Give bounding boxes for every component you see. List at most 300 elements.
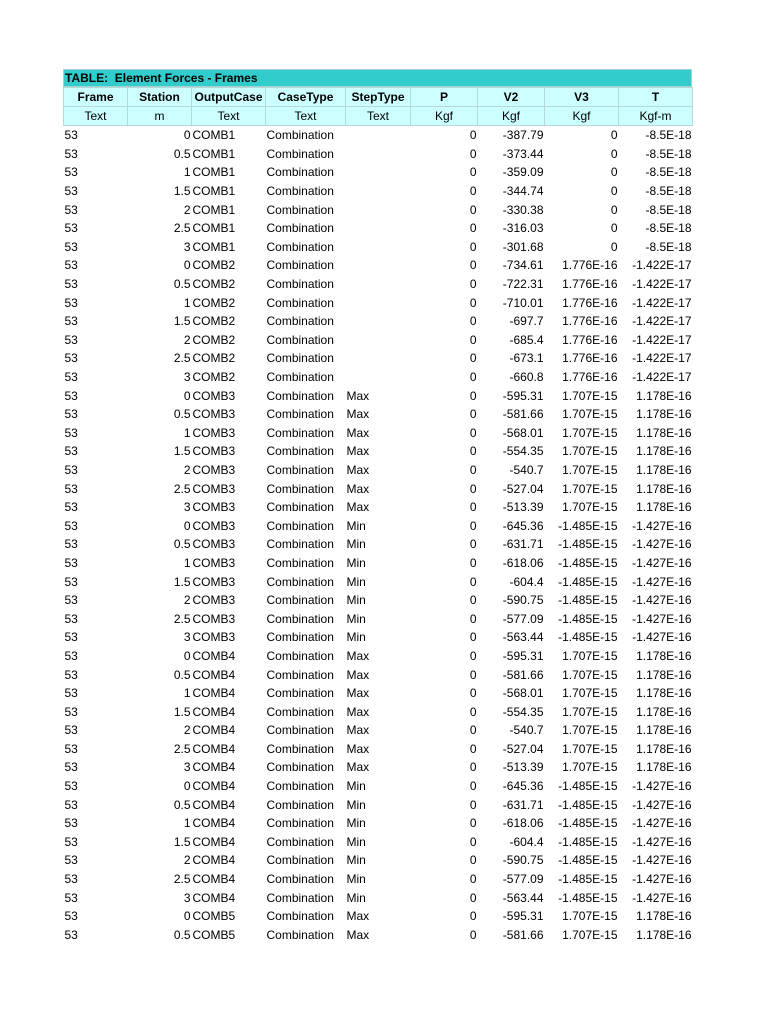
cell-frame[interactable]: 53	[64, 239, 78, 254]
cell-v3[interactable]: -1.485E-15	[558, 853, 618, 868]
cell-outputcase[interactable]: COMB1	[192, 165, 236, 180]
cell-steptype[interactable]	[346, 126, 411, 145]
unit-steptype[interactable]: Text	[346, 107, 411, 126]
cell-t[interactable]: 1.178E-16	[636, 704, 692, 719]
cell-p[interactable]: 0	[469, 797, 477, 812]
column-header-v3[interactable]: V3	[545, 88, 619, 107]
cell-p[interactable]: 0	[469, 648, 477, 663]
cell-frame[interactable]: 53	[64, 853, 78, 868]
cell-outputcase[interactable]: COMB2	[192, 258, 236, 273]
cell-steptype[interactable]: Max	[346, 927, 370, 942]
cell-frame[interactable]: 53	[64, 890, 78, 905]
cell-casetype[interactable]: Combination	[266, 704, 334, 719]
cell-steptype[interactable]	[346, 256, 411, 275]
cell-casetype[interactable]: Combination	[266, 165, 334, 180]
cell-outputcase[interactable]: COMB3	[192, 537, 236, 552]
cell-v2[interactable]: -697.7	[509, 314, 544, 329]
cell-p[interactable]: 0	[469, 146, 477, 161]
cell-v3[interactable]: -1.485E-15	[558, 797, 618, 812]
cell-t[interactable]: 1.178E-16	[636, 686, 692, 701]
cell-v2[interactable]: -604.4	[509, 834, 544, 849]
cell-t[interactable]: -1.422E-17	[632, 351, 692, 366]
cell-casetype[interactable]: Combination	[266, 202, 334, 217]
cell-t[interactable]: -1.422E-17	[632, 370, 692, 385]
cell-steptype[interactable]: Max	[346, 648, 370, 663]
cell-steptype[interactable]: Max	[346, 704, 370, 719]
cell-t[interactable]: -1.422E-17	[632, 332, 692, 347]
cell-frame[interactable]: 53	[64, 909, 78, 924]
cell-steptype[interactable]: Max	[346, 500, 370, 515]
cell-steptype[interactable]: Max	[346, 425, 370, 440]
cell-v3[interactable]: -1.485E-15	[558, 834, 618, 849]
cell-frame[interactable]: 53	[64, 741, 78, 756]
cell-casetype[interactable]: Combination	[266, 686, 334, 701]
cell-steptype[interactable]: Min	[346, 779, 366, 794]
cell-v2[interactable]: -568.01	[502, 686, 544, 701]
cell-p[interactable]: 0	[469, 407, 477, 422]
cell-casetype[interactable]: Combination	[266, 779, 334, 794]
cell-v3[interactable]: 1.707E-15	[562, 407, 618, 422]
cell-p[interactable]: 0	[469, 184, 477, 199]
cell-outputcase[interactable]: COMB4	[192, 648, 236, 663]
cell-outputcase[interactable]: COMB2	[192, 314, 236, 329]
cell-v2[interactable]: -577.09	[502, 872, 544, 887]
cell-casetype[interactable]: Combination	[266, 630, 334, 645]
cell-steptype[interactable]	[346, 368, 411, 387]
cell-t[interactable]: -1.422E-17	[632, 277, 692, 292]
cell-v3[interactable]: -1.485E-15	[558, 574, 618, 589]
cell-p[interactable]: 0	[469, 834, 477, 849]
cell-t[interactable]: -1.427E-16	[632, 630, 692, 645]
cell-p[interactable]: 0	[469, 221, 477, 236]
cell-v2[interactable]: -590.75	[502, 593, 544, 608]
cell-p[interactable]: 0	[469, 332, 477, 347]
cell-p[interactable]: 0	[469, 500, 477, 515]
cell-station[interactable]: 3	[183, 760, 191, 775]
cell-steptype[interactable]: Min	[346, 834, 366, 849]
cell-v2[interactable]: -722.31	[502, 277, 544, 292]
cell-v3[interactable]: 1.776E-16	[562, 351, 618, 366]
cell-casetype[interactable]: Combination	[266, 146, 334, 161]
cell-p[interactable]: 0	[469, 444, 477, 459]
cell-frame[interactable]: 53	[64, 872, 78, 887]
cell-v2[interactable]: -734.61	[502, 258, 544, 273]
cell-frame[interactable]: 53	[64, 295, 78, 310]
cell-v2[interactable]: -359.09	[502, 165, 544, 180]
cell-station[interactable]: 0	[183, 518, 191, 533]
cell-outputcase[interactable]: COMB3	[192, 555, 236, 570]
cell-station[interactable]: 2.5	[173, 351, 191, 366]
cell-v3[interactable]: -1.485E-15	[558, 537, 618, 552]
cell-casetype[interactable]: Combination	[266, 314, 334, 329]
cell-outputcase[interactable]: COMB2	[192, 277, 236, 292]
cell-station[interactable]: 1.5	[173, 184, 191, 199]
cell-station[interactable]: 0.5	[173, 407, 191, 422]
cell-frame[interactable]: 53	[64, 704, 78, 719]
cell-outputcase[interactable]: COMB2	[192, 351, 236, 366]
cell-frame[interactable]: 53	[64, 221, 78, 236]
cell-station[interactable]: 0	[183, 779, 191, 794]
cell-v3[interactable]: -1.485E-15	[558, 872, 618, 887]
cell-v3[interactable]: 1.707E-15	[562, 723, 618, 738]
cell-station[interactable]: 0.5	[173, 537, 191, 552]
column-header-frame[interactable]: Frame	[64, 88, 128, 107]
cell-steptype[interactable]: Max	[346, 667, 370, 682]
cell-t[interactable]: -8.5E-18	[645, 184, 692, 199]
cell-steptype[interactable]: Max	[346, 388, 370, 403]
cell-casetype[interactable]: Combination	[266, 462, 334, 477]
cell-outputcase[interactable]: COMB3	[192, 593, 236, 608]
cell-t[interactable]: 1.178E-16	[636, 760, 692, 775]
cell-v3[interactable]: 0	[610, 146, 618, 161]
cell-frame[interactable]: 53	[64, 165, 78, 180]
cell-steptype[interactable]	[346, 312, 411, 331]
cell-steptype[interactable]: Min	[346, 593, 366, 608]
cell-v2[interactable]: -581.66	[502, 667, 544, 682]
cell-casetype[interactable]: Combination	[266, 295, 334, 310]
cell-t[interactable]: -1.427E-16	[632, 890, 692, 905]
cell-outputcase[interactable]: COMB4	[192, 741, 236, 756]
cell-t[interactable]: 1.178E-16	[636, 723, 692, 738]
cell-frame[interactable]: 53	[64, 611, 78, 626]
cell-outputcase[interactable]: COMB2	[192, 370, 236, 385]
cell-frame[interactable]: 53	[64, 258, 78, 273]
cell-p[interactable]: 0	[469, 202, 477, 217]
cell-p[interactable]: 0	[469, 704, 477, 719]
cell-outputcase[interactable]: COMB3	[192, 462, 236, 477]
cell-v3[interactable]: 1.776E-16	[562, 295, 618, 310]
cell-t[interactable]: 1.178E-16	[636, 500, 692, 515]
cell-p[interactable]: 0	[469, 927, 477, 942]
cell-outputcase[interactable]: COMB2	[192, 295, 236, 310]
cell-v3[interactable]: -1.485E-15	[558, 779, 618, 794]
cell-station[interactable]: 2	[183, 202, 191, 217]
cell-steptype[interactable]: Max	[346, 481, 370, 496]
cell-v3[interactable]: 1.707E-15	[562, 741, 618, 756]
cell-v3[interactable]: -1.485E-15	[558, 890, 618, 905]
cell-t[interactable]: 1.178E-16	[636, 462, 692, 477]
cell-station[interactable]: 2.5	[173, 741, 191, 756]
cell-p[interactable]: 0	[469, 667, 477, 682]
cell-outputcase[interactable]: COMB1	[192, 184, 236, 199]
cell-outputcase[interactable]: COMB4	[192, 853, 236, 868]
cell-station[interactable]: 1.5	[173, 834, 191, 849]
cell-t[interactable]: 1.178E-16	[636, 481, 692, 496]
cell-v2[interactable]: -527.04	[502, 481, 544, 496]
cell-station[interactable]: 3	[183, 630, 191, 645]
cell-v2[interactable]: -645.36	[502, 518, 544, 533]
cell-p[interactable]: 0	[469, 518, 477, 533]
cell-station[interactable]: 0.5	[173, 667, 191, 682]
cell-steptype[interactable]: Min	[346, 518, 366, 533]
cell-casetype[interactable]: Combination	[266, 351, 334, 366]
cell-station[interactable]: 0	[183, 128, 191, 143]
cell-steptype[interactable]: Min	[346, 872, 366, 887]
cell-p[interactable]: 0	[469, 165, 477, 180]
cell-outputcase[interactable]: COMB3	[192, 611, 236, 626]
cell-v3[interactable]: 1.707E-15	[562, 425, 618, 440]
cell-outputcase[interactable]: COMB4	[192, 797, 236, 812]
cell-t[interactable]: -8.5E-18	[645, 239, 692, 254]
cell-v2[interactable]: -673.1	[509, 351, 544, 366]
cell-v2[interactable]: -660.8	[509, 370, 544, 385]
cell-t[interactable]: -1.427E-16	[632, 555, 692, 570]
cell-t[interactable]: -8.5E-18	[645, 202, 692, 217]
cell-frame[interactable]: 53	[64, 146, 78, 161]
cell-v3[interactable]: -1.485E-15	[558, 593, 618, 608]
cell-t[interactable]: -8.5E-18	[645, 165, 692, 180]
cell-steptype[interactable]: Min	[346, 537, 366, 552]
cell-p[interactable]: 0	[469, 686, 477, 701]
cell-casetype[interactable]: Combination	[266, 872, 334, 887]
cell-frame[interactable]: 53	[64, 648, 78, 663]
cell-v3[interactable]: 1.707E-15	[562, 909, 618, 924]
column-header-p[interactable]: P	[411, 88, 478, 107]
cell-casetype[interactable]: Combination	[266, 816, 334, 831]
cell-v2[interactable]: -540.7	[509, 723, 544, 738]
cell-v2[interactable]: -373.44	[502, 146, 544, 161]
cell-v3[interactable]: 0	[610, 202, 618, 217]
cell-station[interactable]: 1	[183, 816, 191, 831]
cell-p[interactable]: 0	[469, 314, 477, 329]
unit-station[interactable]: m	[128, 107, 192, 126]
cell-station[interactable]: 3	[183, 890, 191, 905]
cell-v3[interactable]: 0	[610, 239, 618, 254]
cell-casetype[interactable]: Combination	[266, 648, 334, 663]
cell-p[interactable]: 0	[469, 630, 477, 645]
cell-t[interactable]: 1.178E-16	[636, 425, 692, 440]
cell-station[interactable]: 2.5	[173, 481, 191, 496]
cell-casetype[interactable]: Combination	[266, 834, 334, 849]
cell-v2[interactable]: -554.35	[502, 704, 544, 719]
cell-v2[interactable]: -595.31	[502, 388, 544, 403]
cell-frame[interactable]: 53	[64, 816, 78, 831]
cell-p[interactable]: 0	[469, 239, 477, 254]
cell-casetype[interactable]: Combination	[266, 853, 334, 868]
cell-station[interactable]: 0.5	[173, 927, 191, 942]
unit-v2[interactable]: Kgf	[478, 107, 545, 126]
cell-station[interactable]: 2	[183, 593, 191, 608]
cell-frame[interactable]: 53	[64, 797, 78, 812]
cell-casetype[interactable]: Combination	[266, 332, 334, 347]
cell-p[interactable]: 0	[469, 816, 477, 831]
cell-frame[interactable]: 53	[64, 351, 78, 366]
cell-steptype[interactable]: Max	[346, 760, 370, 775]
cell-v2[interactable]: -618.06	[502, 816, 544, 831]
cell-outputcase[interactable]: COMB2	[192, 332, 236, 347]
cell-v2[interactable]: -631.71	[502, 537, 544, 552]
cell-v2[interactable]: -316.03	[502, 221, 544, 236]
cell-station[interactable]: 1.5	[173, 704, 191, 719]
cell-v2[interactable]: -595.31	[502, 909, 544, 924]
cell-v3[interactable]: 1.776E-16	[562, 332, 618, 347]
cell-outputcase[interactable]: COMB4	[192, 779, 236, 794]
cell-v3[interactable]: 1.776E-16	[562, 314, 618, 329]
cell-steptype[interactable]: Min	[346, 797, 366, 812]
cell-v3[interactable]: 1.707E-15	[562, 500, 618, 515]
cell-casetype[interactable]: Combination	[266, 909, 334, 924]
cell-outputcase[interactable]: COMB4	[192, 723, 236, 738]
cell-v2[interactable]: -513.39	[502, 500, 544, 515]
cell-outputcase[interactable]: COMB3	[192, 574, 236, 589]
cell-station[interactable]: 0	[183, 258, 191, 273]
cell-frame[interactable]: 53	[64, 370, 78, 385]
cell-casetype[interactable]: Combination	[266, 611, 334, 626]
cell-outputcase[interactable]: COMB5	[192, 927, 236, 942]
cell-v3[interactable]: 1.707E-15	[562, 388, 618, 403]
cell-outputcase[interactable]: COMB4	[192, 704, 236, 719]
cell-t[interactable]: 1.178E-16	[636, 648, 692, 663]
cell-casetype[interactable]: Combination	[266, 388, 334, 403]
cell-v2[interactable]: -595.31	[502, 648, 544, 663]
cell-casetype[interactable]: Combination	[266, 221, 334, 236]
cell-casetype[interactable]: Combination	[266, 239, 334, 254]
cell-frame[interactable]: 53	[64, 462, 78, 477]
cell-t[interactable]: 1.178E-16	[636, 407, 692, 422]
cell-station[interactable]: 1	[183, 295, 191, 310]
cell-station[interactable]: 2.5	[173, 221, 191, 236]
cell-v2[interactable]: -387.79	[502, 128, 544, 143]
cell-t[interactable]: 1.178E-16	[636, 667, 692, 682]
cell-casetype[interactable]: Combination	[266, 407, 334, 422]
cell-casetype[interactable]: Combination	[266, 723, 334, 738]
cell-outputcase[interactable]: COMB1	[192, 146, 236, 161]
unit-casetype[interactable]: Text	[266, 107, 346, 126]
cell-v2[interactable]: -301.68	[502, 239, 544, 254]
cell-steptype[interactable]	[346, 293, 411, 312]
cell-p[interactable]: 0	[469, 909, 477, 924]
cell-frame[interactable]: 53	[64, 555, 78, 570]
cell-v3[interactable]: -1.485E-15	[558, 518, 618, 533]
cell-casetype[interactable]: Combination	[266, 797, 334, 812]
cell-station[interactable]: 2.5	[173, 872, 191, 887]
cell-steptype[interactable]: Max	[346, 462, 370, 477]
cell-frame[interactable]: 53	[64, 388, 78, 403]
cell-station[interactable]: 0	[183, 909, 191, 924]
cell-steptype[interactable]: Min	[346, 890, 366, 905]
cell-v2[interactable]: -568.01	[502, 425, 544, 440]
cell-steptype[interactable]: Max	[346, 444, 370, 459]
cell-v3[interactable]: 1.707E-15	[562, 927, 618, 942]
cell-frame[interactable]: 53	[64, 277, 78, 292]
cell-frame[interactable]: 53	[64, 834, 78, 849]
cell-t[interactable]: 1.178E-16	[636, 741, 692, 756]
cell-outputcase[interactable]: COMB3	[192, 388, 236, 403]
cell-station[interactable]: 0.5	[173, 797, 191, 812]
cell-p[interactable]: 0	[469, 593, 477, 608]
cell-casetype[interactable]: Combination	[266, 574, 334, 589]
cell-v2[interactable]: -710.01	[502, 295, 544, 310]
cell-frame[interactable]: 53	[64, 630, 78, 645]
cell-v3[interactable]: 1.707E-15	[562, 462, 618, 477]
unit-p[interactable]: Kgf	[411, 107, 478, 126]
cell-p[interactable]: 0	[469, 853, 477, 868]
cell-outputcase[interactable]: COMB3	[192, 444, 236, 459]
cell-steptype[interactable]: Min	[346, 853, 366, 868]
cell-t[interactable]: -1.427E-16	[632, 574, 692, 589]
cell-station[interactable]: 2.5	[173, 611, 191, 626]
cell-p[interactable]: 0	[469, 611, 477, 626]
cell-v3[interactable]: 0	[610, 165, 618, 180]
cell-v2[interactable]: -581.66	[502, 927, 544, 942]
cell-frame[interactable]: 53	[64, 574, 78, 589]
cell-v2[interactable]: -540.7	[509, 462, 544, 477]
cell-v3[interactable]: 0	[610, 184, 618, 199]
unit-t[interactable]: Kgf-m	[619, 107, 693, 126]
cell-p[interactable]: 0	[469, 779, 477, 794]
cell-p[interactable]: 0	[469, 723, 477, 738]
cell-t[interactable]: -1.422E-17	[632, 314, 692, 329]
cell-frame[interactable]: 53	[64, 128, 78, 143]
cell-station[interactable]: 1	[183, 165, 191, 180]
cell-frame[interactable]: 53	[64, 518, 78, 533]
cell-t[interactable]: -1.427E-16	[632, 611, 692, 626]
cell-v3[interactable]: -1.485E-15	[558, 611, 618, 626]
cell-casetype[interactable]: Combination	[266, 128, 334, 143]
cell-v3[interactable]: 1.776E-16	[562, 258, 618, 273]
cell-frame[interactable]: 53	[64, 537, 78, 552]
cell-steptype[interactable]: Max	[346, 407, 370, 422]
cell-frame[interactable]: 53	[64, 667, 78, 682]
cell-t[interactable]: -1.422E-17	[632, 295, 692, 310]
cell-outputcase[interactable]: COMB3	[192, 630, 236, 645]
cell-steptype[interactable]: Min	[346, 574, 366, 589]
cell-p[interactable]: 0	[469, 258, 477, 273]
cell-casetype[interactable]: Combination	[266, 500, 334, 515]
cell-v2[interactable]: -563.44	[502, 890, 544, 905]
cell-outputcase[interactable]: COMB3	[192, 407, 236, 422]
cell-v3[interactable]: -1.485E-15	[558, 555, 618, 570]
column-header-steptype[interactable]: StepType	[346, 88, 411, 107]
cell-v3[interactable]: -1.485E-15	[558, 816, 618, 831]
cell-steptype[interactable]	[346, 163, 411, 182]
cell-p[interactable]: 0	[469, 555, 477, 570]
cell-t[interactable]: 1.178E-16	[636, 388, 692, 403]
cell-v3[interactable]: 1.707E-15	[562, 444, 618, 459]
column-header-t[interactable]: T	[619, 88, 693, 107]
cell-outputcase[interactable]: COMB4	[192, 816, 236, 831]
cell-p[interactable]: 0	[469, 388, 477, 403]
cell-steptype[interactable]	[346, 349, 411, 368]
cell-outputcase[interactable]: COMB3	[192, 518, 236, 533]
cell-v3[interactable]: 0	[610, 128, 618, 143]
cell-v2[interactable]: -618.06	[502, 555, 544, 570]
cell-casetype[interactable]: Combination	[266, 890, 334, 905]
cell-v3[interactable]: 1.707E-15	[562, 704, 618, 719]
cell-t[interactable]: -1.427E-16	[632, 816, 692, 831]
cell-v2[interactable]: -604.4	[509, 574, 544, 589]
cell-station[interactable]: 1	[183, 555, 191, 570]
cell-t[interactable]: -1.422E-17	[632, 258, 692, 273]
cell-v2[interactable]: -330.38	[502, 202, 544, 217]
cell-t[interactable]: -8.5E-18	[645, 128, 692, 143]
cell-v2[interactable]: -645.36	[502, 779, 544, 794]
cell-t[interactable]: 1.178E-16	[636, 909, 692, 924]
cell-t[interactable]: 1.178E-16	[636, 444, 692, 459]
cell-p[interactable]: 0	[469, 537, 477, 552]
cell-casetype[interactable]: Combination	[266, 667, 334, 682]
cell-casetype[interactable]: Combination	[266, 518, 334, 533]
cell-steptype[interactable]: Max	[346, 723, 370, 738]
cell-v2[interactable]: -513.39	[502, 760, 544, 775]
cell-casetype[interactable]: Combination	[266, 184, 334, 199]
cell-frame[interactable]: 53	[64, 686, 78, 701]
column-header-station[interactable]: Station	[128, 88, 192, 107]
cell-frame[interactable]: 53	[64, 444, 78, 459]
cell-station[interactable]: 3	[183, 239, 191, 254]
cell-v2[interactable]: -631.71	[502, 797, 544, 812]
cell-p[interactable]: 0	[469, 128, 477, 143]
